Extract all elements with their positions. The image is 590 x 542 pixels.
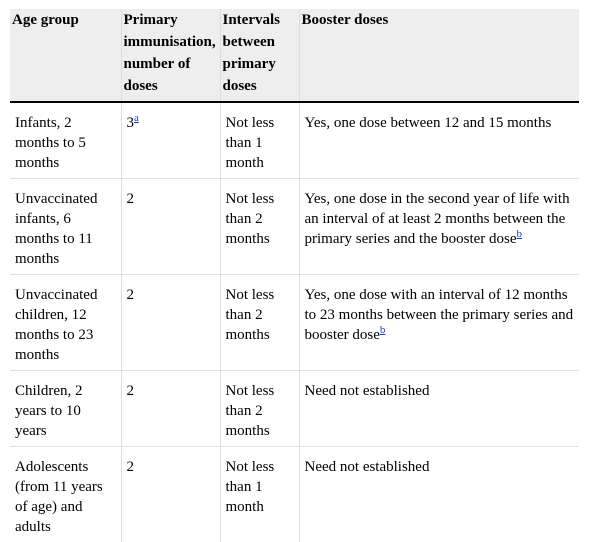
booster-cell: Yes, one dose with an interval of 12 months to 23 months between the primary series and booster dose$^b$ — [299, 275, 579, 371]
age-group-cell: Adolescents (from 11 years of age) and adults — [10, 447, 121, 542]
doses-cell: 2 — [121, 179, 220, 275]
interval-cell: Not less than 2 months — [220, 371, 299, 447]
booster-cell: Yes, one dose between 12 and 15 months — [299, 102, 579, 179]
booster-cell: Need not established — [299, 371, 579, 447]
table-row — [10, 275, 579, 371]
table-row — [10, 179, 579, 275]
table-row — [10, 102, 579, 179]
interval-cell: Not less than 2 months — [220, 275, 299, 371]
interval-cell: Not less than 1 month — [220, 102, 299, 179]
table-row — [10, 371, 579, 447]
doses-cell: 3$^a$ — [121, 102, 220, 179]
age-group-cell: Unvaccinated infants, 6 months to 11 months — [10, 179, 121, 275]
header-intervals: Intervals between primary doses — [220, 9, 299, 102]
schedule-table — [10, 9, 579, 542]
interval-cell: Not less than 2 months — [220, 179, 299, 275]
header-booster: Booster doses — [299, 9, 579, 102]
table-row — [10, 447, 579, 542]
doses-cell: 2 — [121, 447, 220, 542]
age-group-cell: Children, 2 years to 10 years — [10, 371, 121, 447]
interval-cell: Not less than 1 month — [220, 447, 299, 542]
footnote-link[interactable]: a — [134, 112, 139, 124]
footnote-link[interactable]: b — [380, 324, 386, 336]
age-group-cell: Unvaccinated children, 12 months to 23 months — [10, 275, 121, 371]
doses-cell: 2 — [121, 275, 220, 371]
immunisation-schedule — [10, 9, 579, 542]
booster-cell: Need not established — [299, 447, 579, 542]
booster-cell: Yes, one dose in the second year of life with an interval of at least 2 months between the primary series and the booster dose$^b$ — [299, 179, 579, 275]
header-age-group: Age group — [10, 9, 121, 102]
doses-cell: 2 — [121, 371, 220, 447]
header-primary-doses: Primary immunisation, number of doses — [121, 9, 220, 102]
header-row — [10, 9, 579, 102]
age-group-cell: Infants, 2 months to 5 months — [10, 102, 121, 179]
footnote-link[interactable]: b — [517, 228, 523, 240]
